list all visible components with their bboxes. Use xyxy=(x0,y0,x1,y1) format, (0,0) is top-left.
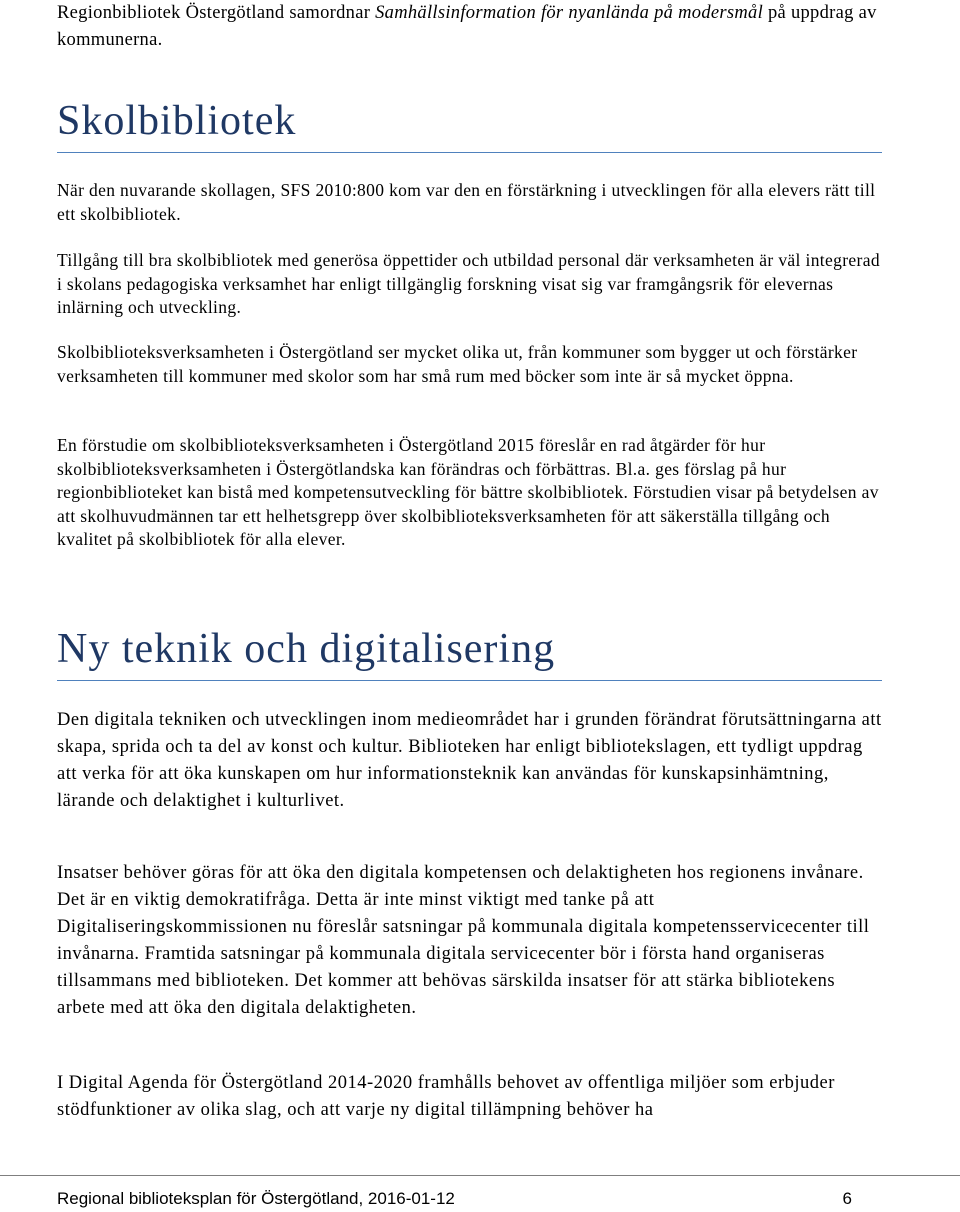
intro-prefix: Regionbibliotek Östergötland samordnar xyxy=(57,3,376,23)
paragraph: I Digital Agenda för Östergötland 2014-2020 framhålls behovet av offentliga miljöer som erbjuder stödfunktioner av olika slag, och att varje ny digital tillämpning behöver ha xyxy=(57,1073,835,1120)
paragraph: När den nuvarande skollagen, SFS 2010:800 kom var den en förstärkning i utvecklingen för alla elevers rätt till ett skolbibliotek. xyxy=(57,180,876,224)
intro-suffix: på uppdrag av kommunerna. xyxy=(57,3,877,50)
paragraph: Den digitala tekniken och utvecklingen inom medieområdet har i grunden förändrat förutsättningarna att skapa, sprida och ta del av konst och kultur. Biblioteken har enligt bibliotekslagen, ett tydligt uppdrag att verka för att öka kunskapen om hur informationsteknik kan användas för kunskapsinhämtning, lärande och delaktighet i kulturlivet. xyxy=(57,710,882,811)
heading-skolbibliotek: Skolbibliotek xyxy=(57,92,882,153)
footer-divider xyxy=(0,1175,960,1176)
intro-paragraph xyxy=(57,0,882,54)
paragraph: En förstudie om skolbiblioteksverksamheten i Östergötland 2015 föreslår en rad åtgärder för hur skolbiblioteksverksamheten i Östergötlandska kan förändras och förbättras. Bl.a. ges förslag på hur regionbiblioteket kan bistå med kompetensutveckling för bättre skolbibliotek. Förstudien visar på betydelsen av att skolhuvudmännen tar ett helhetsgrepp över skolbiblioteksverksamheten för att säkerställa tillgång och kvalitet på skolbibliotek för alla elever. xyxy=(57,435,879,549)
intro-italic-title: Samhällsinformation för nyanlända på modersmål xyxy=(375,3,764,23)
paragraph: Tillgång till bra skolbibliotek med generösa öppettider och utbildad personal där verksamheten är väl integrerad i skolans pedagogiska verksamhet har enligt tillgänglig forskning visat sig var framgångsrik för elevernas inlärning och utveckling. xyxy=(57,250,880,317)
paragraph: Skolbiblioteksverksamheten i Östergötland ser mycket olika ut, från kommuner som bygger ut och förstärker verksamheten till kommuner med skolor som har små rum med böcker som inte är så mycket öppna. xyxy=(57,342,858,386)
heading-ny-teknik: Ny teknik och digitalisering xyxy=(57,620,882,681)
page-number: 6 xyxy=(842,1189,852,1208)
paragraph: Insatser behöver göras för att öka den digitala kompetensen och delaktigheten hos regionens invånare. Det är en viktig demokratifråga. Detta är inte minst viktigt med tanke på att Digitaliseringskommissionen nu föreslår satsningar på kommunala digitala kompetensservicecenter till invånarna. Framtida satsningar på kommunala digitala servicecenter bör i första hand organiseras tillsammans med biblioteken. Det kommer att behövas särskilda insatser för att stärka bibliotekens arbete med att öka den digitala delaktigheten. xyxy=(57,863,870,1018)
footer-title: Regional biblioteksplan för Östergötland, 2016-01-12 xyxy=(57,1189,455,1208)
